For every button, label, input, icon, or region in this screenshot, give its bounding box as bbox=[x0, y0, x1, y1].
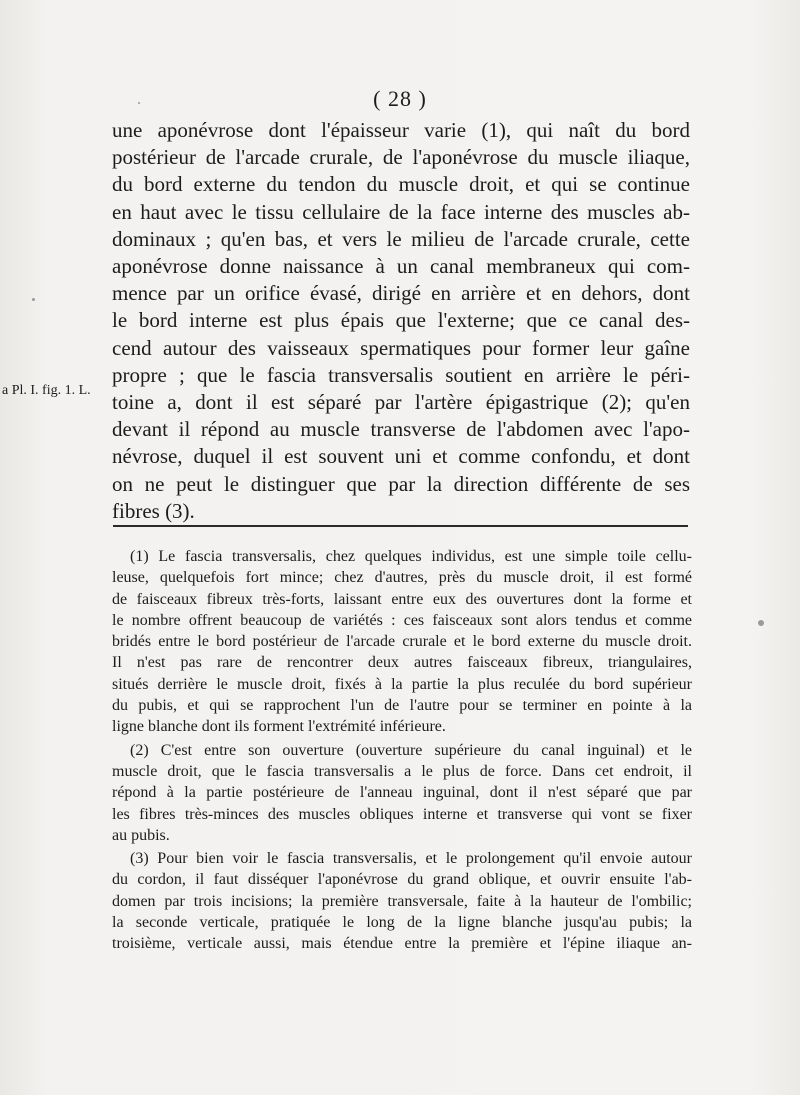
body-line: le bord interne est plus épais que l'externe; que ce canal des- bbox=[112, 308, 690, 333]
footnote-line: de faisceaux fibreux très-forts, laissant entre eux des ouvertures dont la forme et bbox=[112, 590, 692, 608]
body-line: névrose, duquel il est souvent uni et comme confondu, et dont bbox=[112, 444, 690, 469]
footnote-line: leuse, quelquefois fort mince; chez d'autres, près du muscle droit, il est formé bbox=[112, 569, 692, 587]
page-number: ( 28 ) bbox=[373, 86, 427, 111]
body-line: une aponévrose dont l'épaisseur varie (1), qui naît du bord bbox=[112, 118, 690, 142]
footnote-2 bbox=[112, 740, 692, 846]
body-line: propre ; que le fascia transversalis soutient en arrière le péri- bbox=[112, 362, 690, 387]
footnote-line: (2) C'est entre son ouverture (ouverture supérieure du canal inguinal) et le bbox=[130, 741, 692, 759]
paper-speck bbox=[758, 620, 764, 626]
footnote-line: muscle droit, que le fascia transversalis a le plus de force. Dans cet endroit, il bbox=[112, 762, 692, 780]
body-line: dominaux ; qu'en bas, et vers le milieu de l'arcade crurale, cette bbox=[112, 226, 690, 251]
footnote-1 bbox=[112, 546, 692, 738]
body-line: postérieur de l'arcade crurale, de l'aponévrose du muscle iliaque, bbox=[112, 145, 690, 170]
footnotes bbox=[112, 546, 692, 955]
body-line: mence par un orifice évasé, dirigé en arrière et en dehors, dont bbox=[112, 281, 690, 306]
margin-note: a Pl. I. fig. 1. L. bbox=[2, 383, 91, 398]
paper-speck bbox=[138, 102, 140, 104]
body-line: fibres (3). bbox=[112, 498, 195, 523]
body-line: on ne peut le distinguer que par la direction différente de ses bbox=[112, 471, 690, 496]
footnote-line: troisième, verticale aussi, mais étendue entre la première et l'épine iliaque an- bbox=[112, 935, 692, 953]
footnote-line: bridés entre le bord postérieur de l'arcade crurale et le bord externe du muscle droit. bbox=[112, 633, 692, 651]
footnote-line: du pubis, et qui se rapprochent l'un de l'autre pour se terminer en pointe à la bbox=[112, 697, 692, 715]
footnote-line: (3) Pour bien voir le fascia transversalis, et le prolongement qu'il envoie autour bbox=[130, 850, 692, 868]
footnote-line: (1) Le fascia transversalis, chez quelques individus, est une simple toile cellu- bbox=[130, 548, 692, 565]
body-line: cend autour des vaisseaux spermatiques pour former leur gaîne bbox=[112, 335, 690, 360]
footnote-line: Il n'est pas rare de rencontrer deux autres faisceaux fibreux, triangulaires, bbox=[112, 654, 692, 672]
footnote-line: les fibres très-minces des muscles obliques interne et transverse qui vont se fixer bbox=[112, 805, 692, 823]
body-line: toine a, dont il est séparé par l'artère épigastrique (2); qu'en bbox=[112, 390, 690, 415]
footnote-line: situés derrière le muscle droit, fixés à la partie la plus reculée du bord supérieur bbox=[112, 675, 692, 693]
body-line: du bord externe du tendon du muscle droit, et qui se continue bbox=[112, 172, 690, 197]
footnote-3 bbox=[112, 848, 692, 954]
footnote-line: du cordon, il faut disséquer l'aponévrose du grand oblique, et ouvrir ensuite l'ab- bbox=[112, 871, 692, 889]
body-line: devant il répond au muscle transverse de l'abdomen avec l'apo- bbox=[112, 417, 690, 442]
body-line: en haut avec le tissu cellulaire de la face interne des muscles ab- bbox=[112, 199, 690, 224]
footnote-line: la seconde verticale, pratiquée le long de la ligne blanche jusqu'au pubis; la bbox=[112, 914, 692, 932]
footnote-line: au pubis. bbox=[112, 826, 170, 844]
paper-speck bbox=[32, 298, 35, 301]
footnote-line: répond à la partie postérieure de l'anneau inguinal, dont il n'est séparé que par bbox=[112, 784, 692, 802]
footnote-line: le nombre offrent beaucoup de variétés : ces faisceaux sont alors tendus et comme bbox=[112, 611, 692, 629]
footnote-line: ligne blanche dont ils forment l'extrémité inférieure. bbox=[112, 718, 446, 736]
main-text bbox=[112, 117, 690, 525]
body-line: aponévrose donne naissance à un canal membraneux qui com- bbox=[112, 254, 690, 279]
footnote-separator bbox=[113, 525, 688, 527]
footnote-line: domen par trois incisions; la première transversale, faite à la hauteur de l'ombilic; bbox=[112, 892, 692, 910]
